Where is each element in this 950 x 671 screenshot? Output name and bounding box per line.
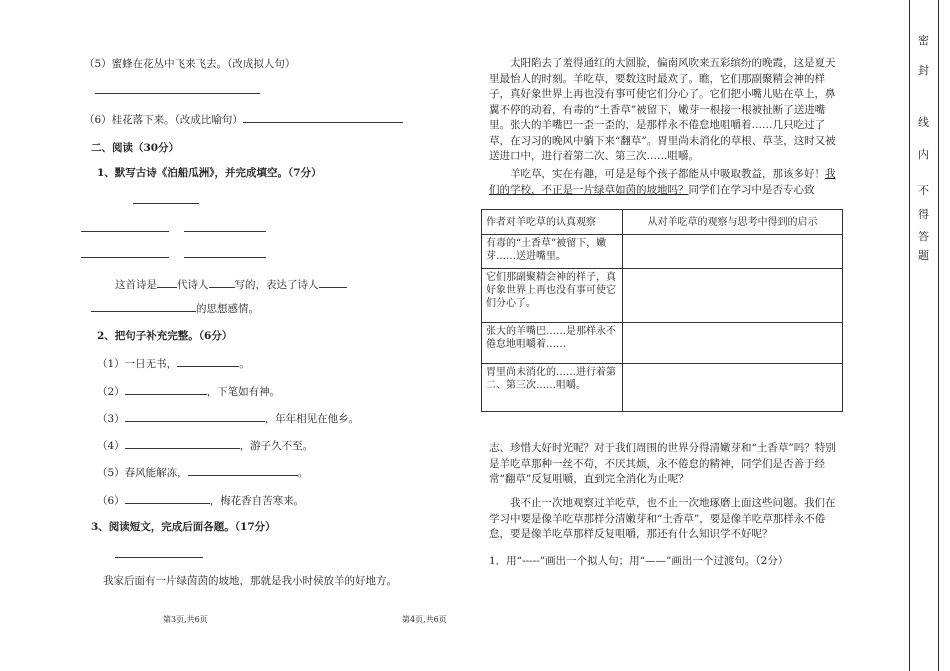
table-row (482, 364, 843, 412)
seal-char: 答 (918, 230, 929, 243)
fill-item-6 (97, 492, 304, 508)
reading-3-title: 3、阅读短文，完成后面各题。（17分） (91, 521, 276, 533)
fill-2-suffix: ，下笔如有神。 (206, 386, 281, 398)
fill-4-suffix: ，游子久不至。 (239, 440, 314, 452)
seal-border-left (909, 0, 910, 671)
question-5: （5）蜜蜂在花丛中飞来飞去。（改成拟人句） (84, 58, 296, 70)
seal-char: 内 (918, 148, 929, 161)
question-r3-1: 1．用“-----”画出一个拟人句；用“——”画出一个过渡句。（2分） (489, 555, 789, 567)
seal-char: 不 (918, 184, 929, 197)
observation-table (481, 209, 843, 412)
section-2-heading: 二、阅读（30分） (91, 142, 180, 154)
fill-2-prefix: （2） (97, 386, 125, 398)
fill-item-2 (97, 383, 280, 399)
fill-4-prefix: （4） (97, 440, 125, 452)
fill-item-4 (97, 437, 313, 453)
poem-line-3[interactable] (81, 257, 169, 258)
fill-1-blank[interactable] (177, 355, 239, 367)
table-cell-answer-2[interactable] (623, 269, 843, 323)
poem-info-text-c: 写的，表达了诗人 (234, 279, 319, 291)
fill-item-5 (97, 464, 308, 480)
poem-line-1[interactable] (81, 231, 169, 232)
seal-char: 题 (918, 249, 929, 262)
question-6 (84, 111, 403, 127)
fill-4-blank[interactable] (125, 437, 240, 449)
fill-6-prefix: （6） (97, 495, 125, 507)
fill-item-3 (97, 410, 359, 426)
poem-info-text-b: 代诗人 (177, 279, 209, 291)
fill-3-suffix: ，年年相见在他乡。 (264, 413, 360, 425)
table-row (482, 269, 843, 323)
table-cell-observation-1: 有毒的“土香草”被留下，嫩芽……送进嘴里。 (482, 235, 623, 269)
fill-3-prefix: （3） (97, 413, 125, 425)
table-header-row (482, 210, 843, 235)
passage-paragraph-3: 志、珍惜大好时光呢？对于我们周围的世界分得清嫩芽和“土香草”吗？特别是羊吃草那种一丝不苟，不厌其烦，永不倦怠的精神，同学们是否善于经常“翻草”反复咀嚼，直到完全消化为止呢？ (489, 442, 836, 485)
feeling-blank-b[interactable] (91, 300, 196, 312)
question-6-text: （6）桂花落下来。（改成比喻句） (84, 114, 243, 126)
passage-paragraph-4: 我不止一次地观察过羊吃草，也不止一次地琢磨上面这些问题。我们在学习中要是像羊吃草那样分清嫩芽和“土香草”，要是像羊吃草那样永不倦怠，要是像羊吃草那样反复咀嚼，那还有什么知识学不好呢？ (489, 497, 836, 540)
seal-char: 密 (918, 34, 929, 47)
fill-1-prefix: （1）一日无书， (97, 358, 178, 370)
table-header-insight: 从对羊吃草的观察与思考中得到的启示 (623, 210, 843, 235)
story-first-line: 我家后面有一片绿茵茵的坡地，那就是我小时侯放羊的好地方。 (103, 575, 397, 587)
poet-blank[interactable] (209, 276, 235, 288)
table-cell-answer-1[interactable] (623, 235, 843, 269)
table-cell-observation-3: 张大的羊嘴巴……是那样永不倦怠地咀嚼着…… (482, 323, 623, 364)
seal-char: 封 (918, 64, 929, 77)
reading-2-title: 2、把句子补充完整。（6分） (97, 330, 233, 342)
table-row (482, 235, 843, 269)
fill-5-blank[interactable] (188, 464, 298, 476)
passage-paragraph-1: 太阳陷去了羞得通红的大圆脸，偏南风吹来五彩缤纷的晚霞，这是夏天里最怡人的时刻。羊吃草，要数这时最欢了。瞧，它们那副聚精会神的样子，真好象世界上再也没有事可使它们分心了。它们把小嘴儿贴在草上，鼻翼不停的动着，有毒的“土香草”被留下，嫩芽一根接一根被扯断了送进嘴里。张大的羊嘴巴一歪一歪的，是那样永不倦怠地咀嚼着……几只吃过了草，在习习的晚风中躺下来“翻草”。胃里尚未消化的草根、草茎，这时又被送进口中，进行着第二次、第三次……咀嚼。 (489, 57, 836, 162)
poem-info-text-a: 这首诗是 (115, 279, 157, 291)
poem-info-text-d: 的思想感情。 (196, 303, 259, 315)
fill-item-1 (97, 355, 250, 371)
fill-3-blank[interactable] (125, 410, 265, 422)
fill-5-suffix: 。 (297, 467, 309, 479)
passage-p2-text-a: 羊吃草，实在有趣，可是是每个孩子都能从中吸取教益，那该多好！ (510, 168, 825, 180)
passage-p2-text-b: 同学们在学习中是否专心致 (688, 183, 815, 196)
table-cell-answer-4[interactable] (623, 364, 843, 412)
page-footer-4: 第4页,共6页 (402, 615, 447, 624)
table-cell-observation-4: 胃里尚未消化的……进行着第二、第三次……咀嚼。 (482, 364, 623, 412)
table-cell-observation-2: 它们那副聚精会神的样子，真好象世界上再也没有事可使它们分心了。 (482, 269, 623, 323)
story-title-line[interactable] (115, 557, 203, 558)
poem-info-sentence-2 (91, 300, 259, 316)
poem-title-line[interactable] (133, 203, 199, 204)
page-footer-3: 第3页,共6页 (163, 615, 208, 624)
dynasty-blank[interactable] (157, 276, 177, 288)
answer-line-5[interactable] (95, 93, 260, 94)
table-cell-answer-3[interactable] (623, 323, 843, 364)
poem-line-4[interactable] (184, 257, 266, 258)
passage-p2-underlined: 我们的学校，不正是一片绿草如茵的坡地吗？ (489, 168, 836, 196)
reading-1-title: 1、默写古诗《泊船瓜洲》，并完成填空。（7分） (97, 167, 322, 179)
table-header-observation: 作者对羊吃草的认真观察 (482, 210, 623, 235)
answer-line-6[interactable] (243, 111, 403, 123)
table-row (482, 323, 843, 364)
poem-info-sentence (115, 276, 347, 292)
fill-5-prefix: （5）春风能解冻， (97, 467, 188, 479)
fill-1-suffix: 。 (239, 358, 250, 370)
poem-line-2[interactable] (184, 231, 266, 232)
fill-6-suffix: ，梅花香自苦寒来。 (209, 495, 305, 507)
seal-char: 线 (918, 116, 929, 129)
fill-6-blank[interactable] (125, 492, 210, 504)
fill-2-blank[interactable] (125, 383, 207, 395)
seal-border-right (938, 0, 939, 671)
seal-char: 得 (918, 208, 929, 221)
feeling-blank-a[interactable] (319, 276, 347, 288)
passage-paragraph-2 (489, 167, 841, 198)
